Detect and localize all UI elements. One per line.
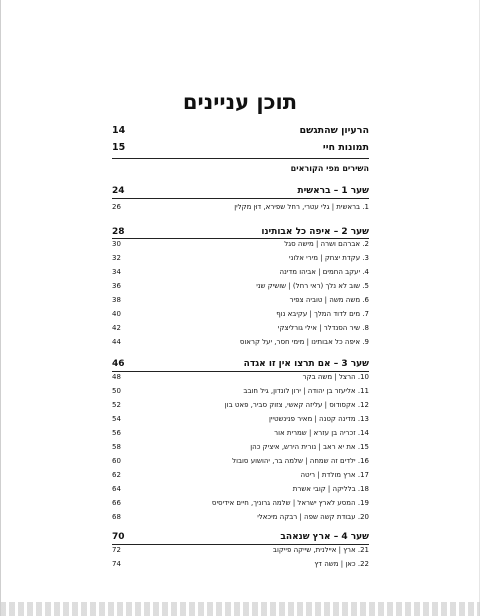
divider bbox=[112, 544, 369, 545]
readers-label-text: השירים מפי הקוראים bbox=[290, 164, 369, 173]
section-title: שער 4 – ארץ שנאהב bbox=[280, 532, 369, 542]
section-page: 24 bbox=[112, 186, 125, 196]
toc-item[interactable] bbox=[112, 443, 369, 451]
entry-title: הרעיון שהתגשם bbox=[299, 125, 369, 136]
item-title: 4. יעקב החמים | אביהו מדינה bbox=[279, 268, 369, 276]
toc-item[interactable] bbox=[112, 254, 369, 262]
toc-entry[interactable] bbox=[112, 125, 369, 136]
item-title: 10. הרצל | משה בקר bbox=[302, 373, 369, 381]
item-title: 12. אקסודוס | עליזה קאשי, צזוק סביר, פאט בון bbox=[224, 401, 369, 409]
section-heading[interactable] bbox=[112, 227, 369, 237]
item-title: 9. איפה כל אבותינו | מימי חסר, יעל קראוס bbox=[239, 338, 369, 346]
toc-entry[interactable] bbox=[112, 142, 369, 153]
item-title: 17. ארץ מולדת | ריטה bbox=[300, 471, 369, 479]
item-title: 3. עקדת יצחק | מירי אלוני bbox=[289, 254, 369, 262]
toc-item[interactable] bbox=[112, 429, 369, 437]
item-page: 38 bbox=[112, 296, 121, 304]
item-page: 32 bbox=[112, 254, 121, 262]
item-page: 74 bbox=[112, 560, 121, 568]
item-page: 48 bbox=[112, 373, 121, 381]
divider bbox=[112, 158, 369, 159]
item-title: 1. בראשית | גלי עטרי, רחל שפירא, דוּן מקלין bbox=[234, 203, 369, 211]
page-title: תוכן עניינים bbox=[182, 90, 298, 114]
toc-item[interactable] bbox=[112, 401, 369, 409]
section-page: 28 bbox=[112, 227, 125, 237]
toc-item[interactable] bbox=[112, 338, 369, 346]
item-title: 22. כאן | משה דץ bbox=[314, 560, 369, 568]
item-page: 30 bbox=[112, 240, 121, 248]
item-page: 44 bbox=[112, 338, 121, 346]
item-page: 62 bbox=[112, 471, 121, 479]
entry-page: 15 bbox=[112, 142, 126, 153]
item-title: 7. מים לדוד המלך | עקיבא נוף bbox=[276, 310, 369, 318]
section-page: 46 bbox=[112, 359, 125, 369]
page-bottom-edge bbox=[0, 602, 480, 616]
entry-page: 14 bbox=[112, 125, 126, 136]
toc-item[interactable] bbox=[112, 324, 369, 332]
toc-item[interactable] bbox=[112, 387, 369, 395]
section-heading[interactable] bbox=[112, 359, 369, 369]
toc-item[interactable] bbox=[112, 499, 369, 507]
item-page: 50 bbox=[112, 387, 121, 395]
toc-item[interactable] bbox=[112, 546, 369, 554]
item-title: 11. אליעזר בן יהודה | ירון לונדון, גיל חובב bbox=[243, 387, 369, 395]
item-title: 21. ארץ | איילנית, שייקה פייקוב bbox=[272, 546, 369, 554]
toc-item[interactable] bbox=[112, 240, 369, 248]
item-title: 2. אברהם ושרה | מישה סגל bbox=[284, 240, 369, 248]
item-page: 64 bbox=[112, 485, 121, 493]
item-title: 5. שוב לא נלך (ראי רחל) | שושיק שני bbox=[256, 282, 369, 290]
item-page: 40 bbox=[112, 310, 121, 318]
item-title: 6. משה משה | טוביה צפיר bbox=[289, 296, 369, 304]
divider bbox=[112, 371, 369, 372]
item-page: 52 bbox=[112, 401, 121, 409]
toc-item[interactable] bbox=[112, 310, 369, 318]
item-title: 20. עבודת קשה שפה | רבקה מיכאלי bbox=[257, 513, 369, 521]
section-title: שער 1 – בראשית bbox=[297, 186, 369, 196]
entry-title: תמונות חיי bbox=[322, 142, 369, 153]
item-page: 36 bbox=[112, 282, 121, 290]
readers-label bbox=[112, 164, 369, 173]
toc-item[interactable] bbox=[112, 560, 369, 568]
item-page: 66 bbox=[112, 499, 121, 507]
item-page: 26 bbox=[112, 203, 121, 211]
section-title: שער 2 – איפה כל אבותינו bbox=[261, 227, 369, 237]
section-page: 70 bbox=[112, 532, 125, 542]
item-title: 18. בלליקה | קובי אשרת bbox=[292, 485, 369, 493]
item-page: 42 bbox=[112, 324, 121, 332]
toc-item[interactable] bbox=[112, 513, 369, 521]
item-page: 56 bbox=[112, 429, 121, 437]
item-title: 13. מדינה קטנה | מאיר פנינשטיין bbox=[268, 415, 369, 423]
toc-item[interactable] bbox=[112, 268, 369, 276]
toc-item[interactable] bbox=[112, 415, 369, 423]
toc-item[interactable] bbox=[112, 203, 369, 211]
toc-item[interactable] bbox=[112, 373, 369, 381]
divider bbox=[112, 238, 369, 239]
divider bbox=[112, 198, 369, 199]
toc-item[interactable] bbox=[112, 485, 369, 493]
toc-item[interactable] bbox=[112, 457, 369, 465]
toc-item[interactable] bbox=[112, 282, 369, 290]
toc-item[interactable] bbox=[112, 296, 369, 304]
item-page: 60 bbox=[112, 457, 121, 465]
toc-item[interactable] bbox=[112, 471, 369, 479]
item-page: 54 bbox=[112, 415, 121, 423]
section-title: שער 3 – אם תרצו אין זו אגדה bbox=[243, 359, 369, 369]
item-title: 16. ילדים זה שמחה | שלמה בר, יהושוע סובול bbox=[232, 457, 369, 465]
section-heading[interactable] bbox=[112, 532, 369, 542]
item-title: 19. המסע לארץ ישראל | שלמה גרוניך, חיים אידיסיס bbox=[211, 499, 369, 507]
section-heading[interactable] bbox=[112, 186, 369, 196]
item-page: 34 bbox=[112, 268, 121, 276]
item-page: 68 bbox=[112, 513, 121, 521]
item-page: 72 bbox=[112, 546, 121, 554]
item-title: 14. זכריה בן עזרא | שמרית אור bbox=[274, 429, 369, 437]
item-title: 8. שיר הסנדלר | אילי גורליצקי bbox=[277, 324, 369, 332]
item-title: 15. את יא ראב | נורית הירש, איציק כהן bbox=[250, 443, 369, 451]
item-page: 58 bbox=[112, 443, 121, 451]
